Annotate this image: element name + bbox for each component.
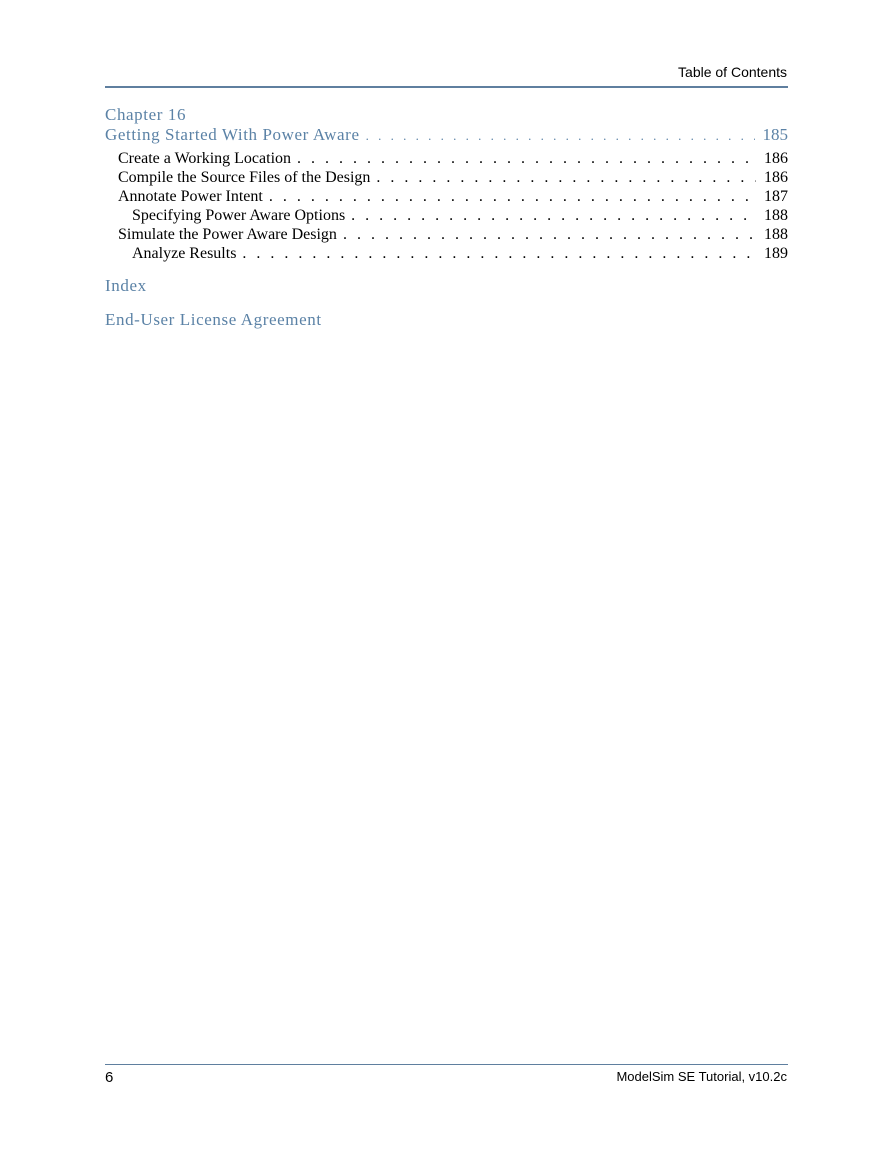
dot-leader (263, 187, 756, 206)
toc-entry[interactable] (105, 149, 788, 168)
chapter-number[interactable]: Chapter 16 (105, 105, 187, 124)
dot-leader (360, 126, 755, 146)
toc-entry-label[interactable]: Create a Working Location (118, 150, 292, 167)
toc-entry-page[interactable]: 188 (764, 207, 788, 224)
dot-leader (370, 168, 756, 187)
header-rule (105, 86, 788, 88)
toc-entry-label[interactable]: Compile the Source Files of the Design (118, 169, 371, 186)
toc-entry-page[interactable]: 186 (764, 150, 788, 167)
dot-leader (236, 244, 756, 263)
index-link[interactable]: Index (105, 276, 147, 295)
dot-leader (291, 149, 756, 168)
toc-entry-page[interactable]: 189 (764, 245, 788, 262)
toc-entry-label[interactable]: Analyze Results (132, 245, 237, 262)
toc-entry-label[interactable]: Annotate Power Intent (118, 188, 263, 205)
toc-entry[interactable] (105, 187, 788, 206)
toc-subentry[interactable] (105, 244, 788, 263)
table-of-contents (105, 105, 788, 330)
toc-chapter-row[interactable] (105, 125, 788, 149)
chapter-page-number[interactable]: 185 (762, 125, 788, 144)
footer-document-title: ModelSim SE Tutorial, v10.2c (616, 1069, 787, 1084)
eula-link[interactable]: End-User License Agreement (105, 310, 322, 329)
dot-leader (345, 206, 756, 225)
footer-rule (105, 1064, 788, 1065)
toc-entry-label[interactable]: Simulate the Power Aware Design (118, 226, 337, 243)
toc-entry[interactable] (105, 225, 788, 244)
toc-entry[interactable] (105, 168, 788, 187)
chapter-title[interactable]: Getting Started With Power Aware (105, 125, 360, 144)
toc-entry-page[interactable]: 188 (764, 226, 788, 243)
footer-page-number: 6 (105, 1069, 114, 1086)
toc-entry-label[interactable]: Specifying Power Aware Options (132, 207, 346, 224)
toc-entry-page[interactable]: 187 (764, 188, 788, 205)
dot-leader (337, 225, 756, 244)
running-header-title: Table of Contents (678, 64, 787, 80)
toc-entry-page[interactable]: 186 (764, 169, 788, 186)
toc-subentry[interactable] (105, 206, 788, 225)
